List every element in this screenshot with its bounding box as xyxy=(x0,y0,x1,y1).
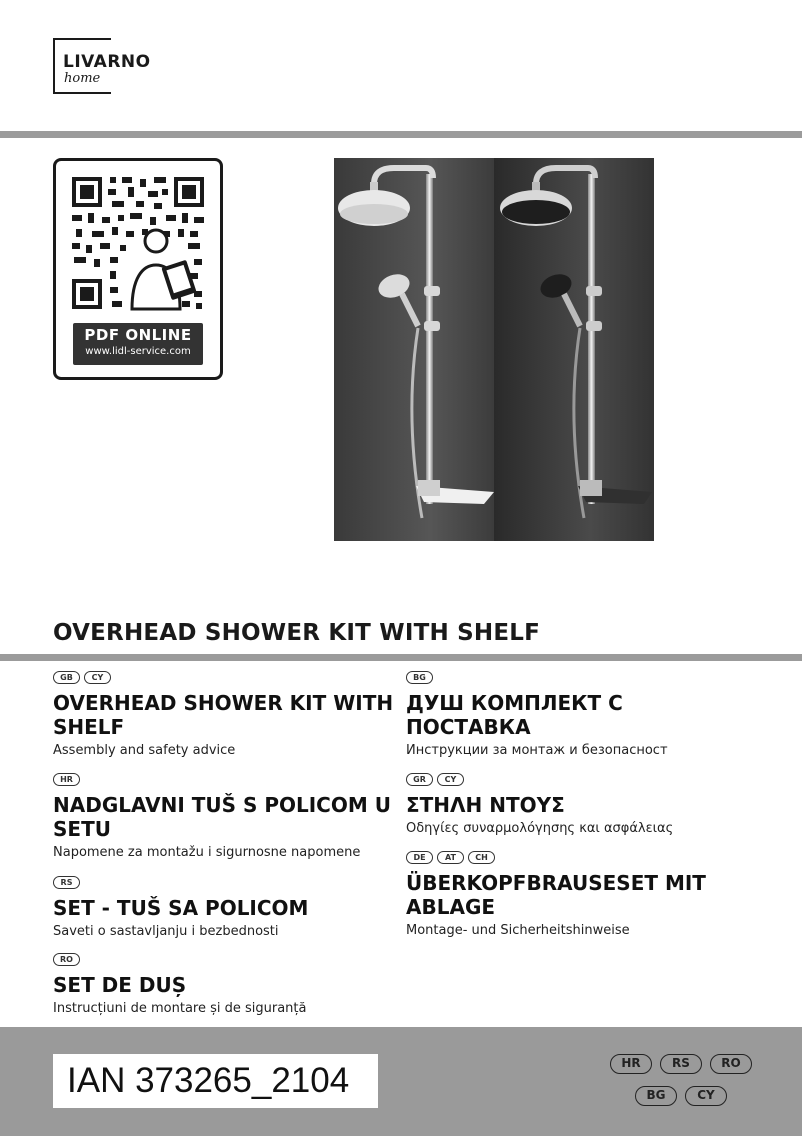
logo-sub-text: home xyxy=(64,71,101,86)
country-badges xyxy=(406,671,736,685)
country-badges xyxy=(53,876,398,890)
lang-block-ro xyxy=(53,953,398,1017)
lang-title: NADGLAVNI TUŠ S POLICOM U SETU xyxy=(53,793,391,841)
brand-logo xyxy=(53,38,161,94)
lang-subtitle: Инструкции за монтаж и безопасност xyxy=(406,743,668,758)
country-badge: AT xyxy=(437,851,464,864)
lang-block-de xyxy=(406,851,736,939)
lang-subtitle: Saveti o sastavljanju i bezbednosti xyxy=(53,924,279,939)
country-badges xyxy=(53,671,398,685)
logo-frame-top xyxy=(53,38,111,40)
country-badges xyxy=(53,773,398,787)
footer-bar xyxy=(0,1027,802,1136)
ian-number: IAN 373265_2104 xyxy=(67,1061,350,1100)
logo-brand-text: LIVARNO xyxy=(63,52,151,72)
country-badge: GR xyxy=(406,773,433,786)
country-badge: CY xyxy=(84,671,111,684)
qr-code-box[interactable] xyxy=(53,158,223,380)
country-badge: RO xyxy=(53,953,80,966)
product-photo xyxy=(334,158,654,541)
service-url-text: www.lidl-service.com xyxy=(85,346,191,357)
lang-title: ДУШ КОМПЛЕКТ С ПОСТАВКА xyxy=(406,691,623,739)
lang-block-gr xyxy=(406,773,736,837)
ian-box xyxy=(53,1054,378,1108)
country-badge: BG xyxy=(635,1086,677,1106)
lang-block-hr xyxy=(53,773,398,861)
middle-divider xyxy=(0,654,802,661)
country-badge: HR xyxy=(610,1054,652,1074)
country-badges xyxy=(406,851,736,865)
lang-block-gb xyxy=(53,671,398,759)
lang-block-rs xyxy=(53,876,398,940)
lang-subtitle: Οδηγίες συναρμολόγησης και ασφάλειας xyxy=(406,821,674,836)
logo-frame-bottom xyxy=(53,92,111,94)
main-title: OVERHEAD SHOWER KIT WITH SHELF xyxy=(53,620,541,646)
country-badge: RS xyxy=(53,876,80,889)
country-badge: HR xyxy=(53,773,80,786)
country-badge: CY xyxy=(685,1086,727,1106)
lang-title: SET - TUŠ SA POLICOM xyxy=(53,896,309,920)
country-badge: RS xyxy=(660,1054,702,1074)
country-badges xyxy=(406,773,736,787)
country-badge: DE xyxy=(406,851,433,864)
lang-subtitle: Assembly and safety advice xyxy=(53,743,236,758)
lang-subtitle: Montage- und Sicherheitshinweise xyxy=(406,923,630,938)
pdf-online-text: PDF ONLINE xyxy=(84,326,192,344)
country-badge: RO xyxy=(710,1054,752,1074)
pdf-online-label xyxy=(73,323,203,365)
country-badge: GB xyxy=(53,671,80,684)
lang-subtitle: Napomene za montažu i sigurnosne napomene xyxy=(53,845,361,860)
country-badge: CH xyxy=(468,851,495,864)
country-badge: BG xyxy=(406,671,433,684)
lang-title: ÜBERKOPFBRAUSESET MIT ABLAGE xyxy=(406,871,706,919)
country-badge: CY xyxy=(437,773,464,786)
lang-title: OVERHEAD SHOWER KIT WITH SHELF xyxy=(53,691,394,739)
footer-badges-row2 xyxy=(635,1086,795,1106)
country-badges xyxy=(53,953,398,967)
lang-block-bg xyxy=(406,671,736,759)
qr-code-icon xyxy=(70,175,206,311)
lang-title: SET DE DUȘ xyxy=(53,973,187,997)
lang-title: ΣΤΗΛΗ ΝΤΟΥΣ xyxy=(406,793,565,817)
footer-badges-row1 xyxy=(610,1054,770,1074)
top-divider xyxy=(0,131,802,138)
lang-subtitle: Instrucțiuni de montare și de siguranță xyxy=(53,1001,307,1016)
